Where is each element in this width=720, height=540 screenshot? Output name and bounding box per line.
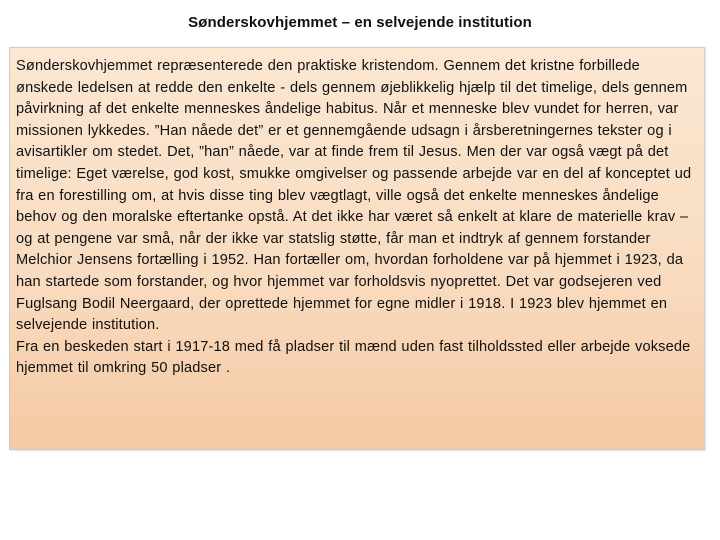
- text-box: [9, 47, 705, 450]
- paragraph-closing: Fra en beskeden start i 1917-18 med få pladser til mænd uden fast tilholdssted eller arbejde voksede hjemmet til omkring 50 pladser .: [16, 338, 691, 377]
- paragraph-main: Sønderskovhjemmet repræsenterede den praktiske kristendom. Gennem det kristne forbillede ønskede ledelsen at redde den enkelte - dels gennem øjeblikkelig hjælp til det timelige, dels gennem påvirkning af det enkelte menneskes åndelige habitus. Når et menneske blev vundet for herren, var missionen lykkedes. ”Han nåede det” er et gennemgående udsagn i årsberetningernes tekster og i avisartikler om stedet. Det, ”han” nåede, var at finde frem til Jesus. Men der var også vægt på det timelige: Eget værelse, god kost, smukke omgivelser og passende arbejde var en del af konceptet ud fra en forestilling om, at hvis disse ting blev vægtlagt, ville også det enkelte menneskes åndelige behov og den moralske eftertanke opstå. At det ikke har været så enkelt at klare de materielle krav – og at pengene var små, når der ikke var statslig støtte, får man et indtryk af gennem forstander Melchior Jensens fortælling i 1952. Han fortæller om, hvordan forholdene var på hjemmet i 1923, da han startede som forstander, og hvor hjemmet var forholdsvis nyoprettet. Det var godsejeren ved Fuglsang Bodil Neergaard, der oprettede hjemmet for egne midler i 1918. I 1923 blev hjemmet en selvejende institution.: [16, 58, 692, 334]
- slide-title: Sønderskovhjemmet – en selvejende institution: [188, 14, 532, 31]
